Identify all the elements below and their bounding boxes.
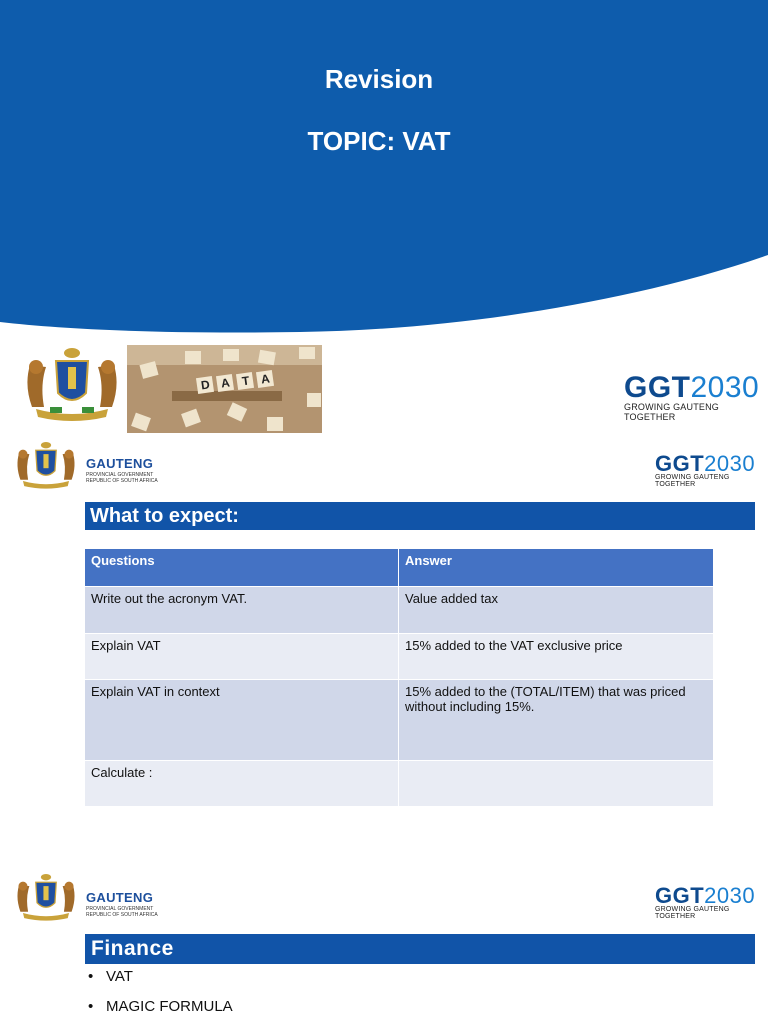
ggt-year: 2030 bbox=[704, 451, 756, 476]
ggt2030-logo bbox=[655, 452, 768, 488]
ggt-year: 2030 bbox=[690, 371, 760, 404]
what-to-expect-slide bbox=[0, 436, 768, 864]
ggt-tagline: GROWING GAUTENG TOGETHER bbox=[655, 474, 730, 488]
coat-of-arms-icon bbox=[22, 345, 122, 423]
section-heading: What to expect: bbox=[85, 502, 755, 530]
photo-tile-letter: A bbox=[220, 375, 231, 391]
list-item bbox=[88, 964, 233, 994]
table-row bbox=[85, 587, 714, 634]
answer-cell bbox=[399, 761, 714, 807]
table-header-questions: Questions bbox=[85, 549, 399, 587]
gauteng-subline-1: PROVINCIAL GOVERNMENT bbox=[86, 906, 154, 912]
list-item bbox=[88, 994, 233, 1024]
gauteng-subline-2: REPUBLIC OF SOUTH AFRICA bbox=[86, 912, 158, 918]
question-cell: Explain VAT bbox=[85, 634, 399, 680]
gauteng-subline-2: REPUBLIC OF SOUTH AFRICA bbox=[86, 478, 158, 484]
photo-tile-letter: D bbox=[200, 377, 211, 393]
ggt-mark: GGT bbox=[655, 451, 705, 476]
gauteng-crest-icon bbox=[14, 872, 78, 922]
table-row bbox=[85, 761, 714, 807]
answer-cell: 15% added to the VAT exclusive price bbox=[399, 634, 714, 680]
list-item-label: MAGIC FORMULA bbox=[106, 998, 233, 1015]
ggt2030-logo bbox=[624, 372, 768, 422]
gauteng-name: GAUTENG bbox=[86, 890, 154, 905]
title-slide bbox=[0, 0, 768, 436]
answer-cell: Value added tax bbox=[399, 587, 714, 634]
ggt-tagline: GROWING GAUTENG TOGETHER bbox=[655, 906, 730, 920]
question-cell: Write out the acronym VAT. bbox=[85, 587, 399, 634]
slide-title: Revision bbox=[324, 64, 434, 94]
slide-subtitle: TOPIC: VAT bbox=[307, 126, 451, 156]
ggt2030-logo bbox=[655, 884, 768, 920]
finance-slide bbox=[0, 864, 768, 1024]
gauteng-subline-1: PROVINCIAL GOVERNMENT bbox=[86, 472, 154, 478]
photo-tile-letter: T bbox=[241, 373, 251, 389]
bullet-icon: • bbox=[88, 998, 94, 1015]
scrabble-data-photo bbox=[127, 345, 322, 433]
table-header-row bbox=[85, 549, 714, 587]
table-row bbox=[85, 680, 714, 761]
header-wave bbox=[0, 0, 768, 345]
answer-cell: 15% added to the (TOTAL/ITEM) that was priced without including 15%. bbox=[399, 680, 714, 761]
question-cell: Calculate : bbox=[85, 761, 399, 807]
gauteng-name: GAUTENG bbox=[86, 456, 154, 471]
gauteng-crest-icon bbox=[14, 440, 78, 490]
photo-tile-letter: A bbox=[260, 371, 271, 387]
section-heading: Finance bbox=[85, 934, 755, 964]
ggt-mark: GGT bbox=[655, 883, 705, 908]
table-header-answer: Answer bbox=[399, 549, 714, 587]
question-cell: Explain VAT in context bbox=[85, 680, 399, 761]
ggt-year: 2030 bbox=[704, 883, 756, 908]
list-item-label: VAT bbox=[106, 968, 133, 985]
ggt-mark: GGT bbox=[624, 371, 691, 404]
questions-table bbox=[84, 548, 714, 807]
ggt-tagline: GROWING GAUTENG TOGETHER bbox=[624, 402, 719, 422]
bullet-icon: • bbox=[88, 968, 94, 985]
table-row bbox=[85, 634, 714, 680]
bullet-list bbox=[88, 964, 233, 1024]
